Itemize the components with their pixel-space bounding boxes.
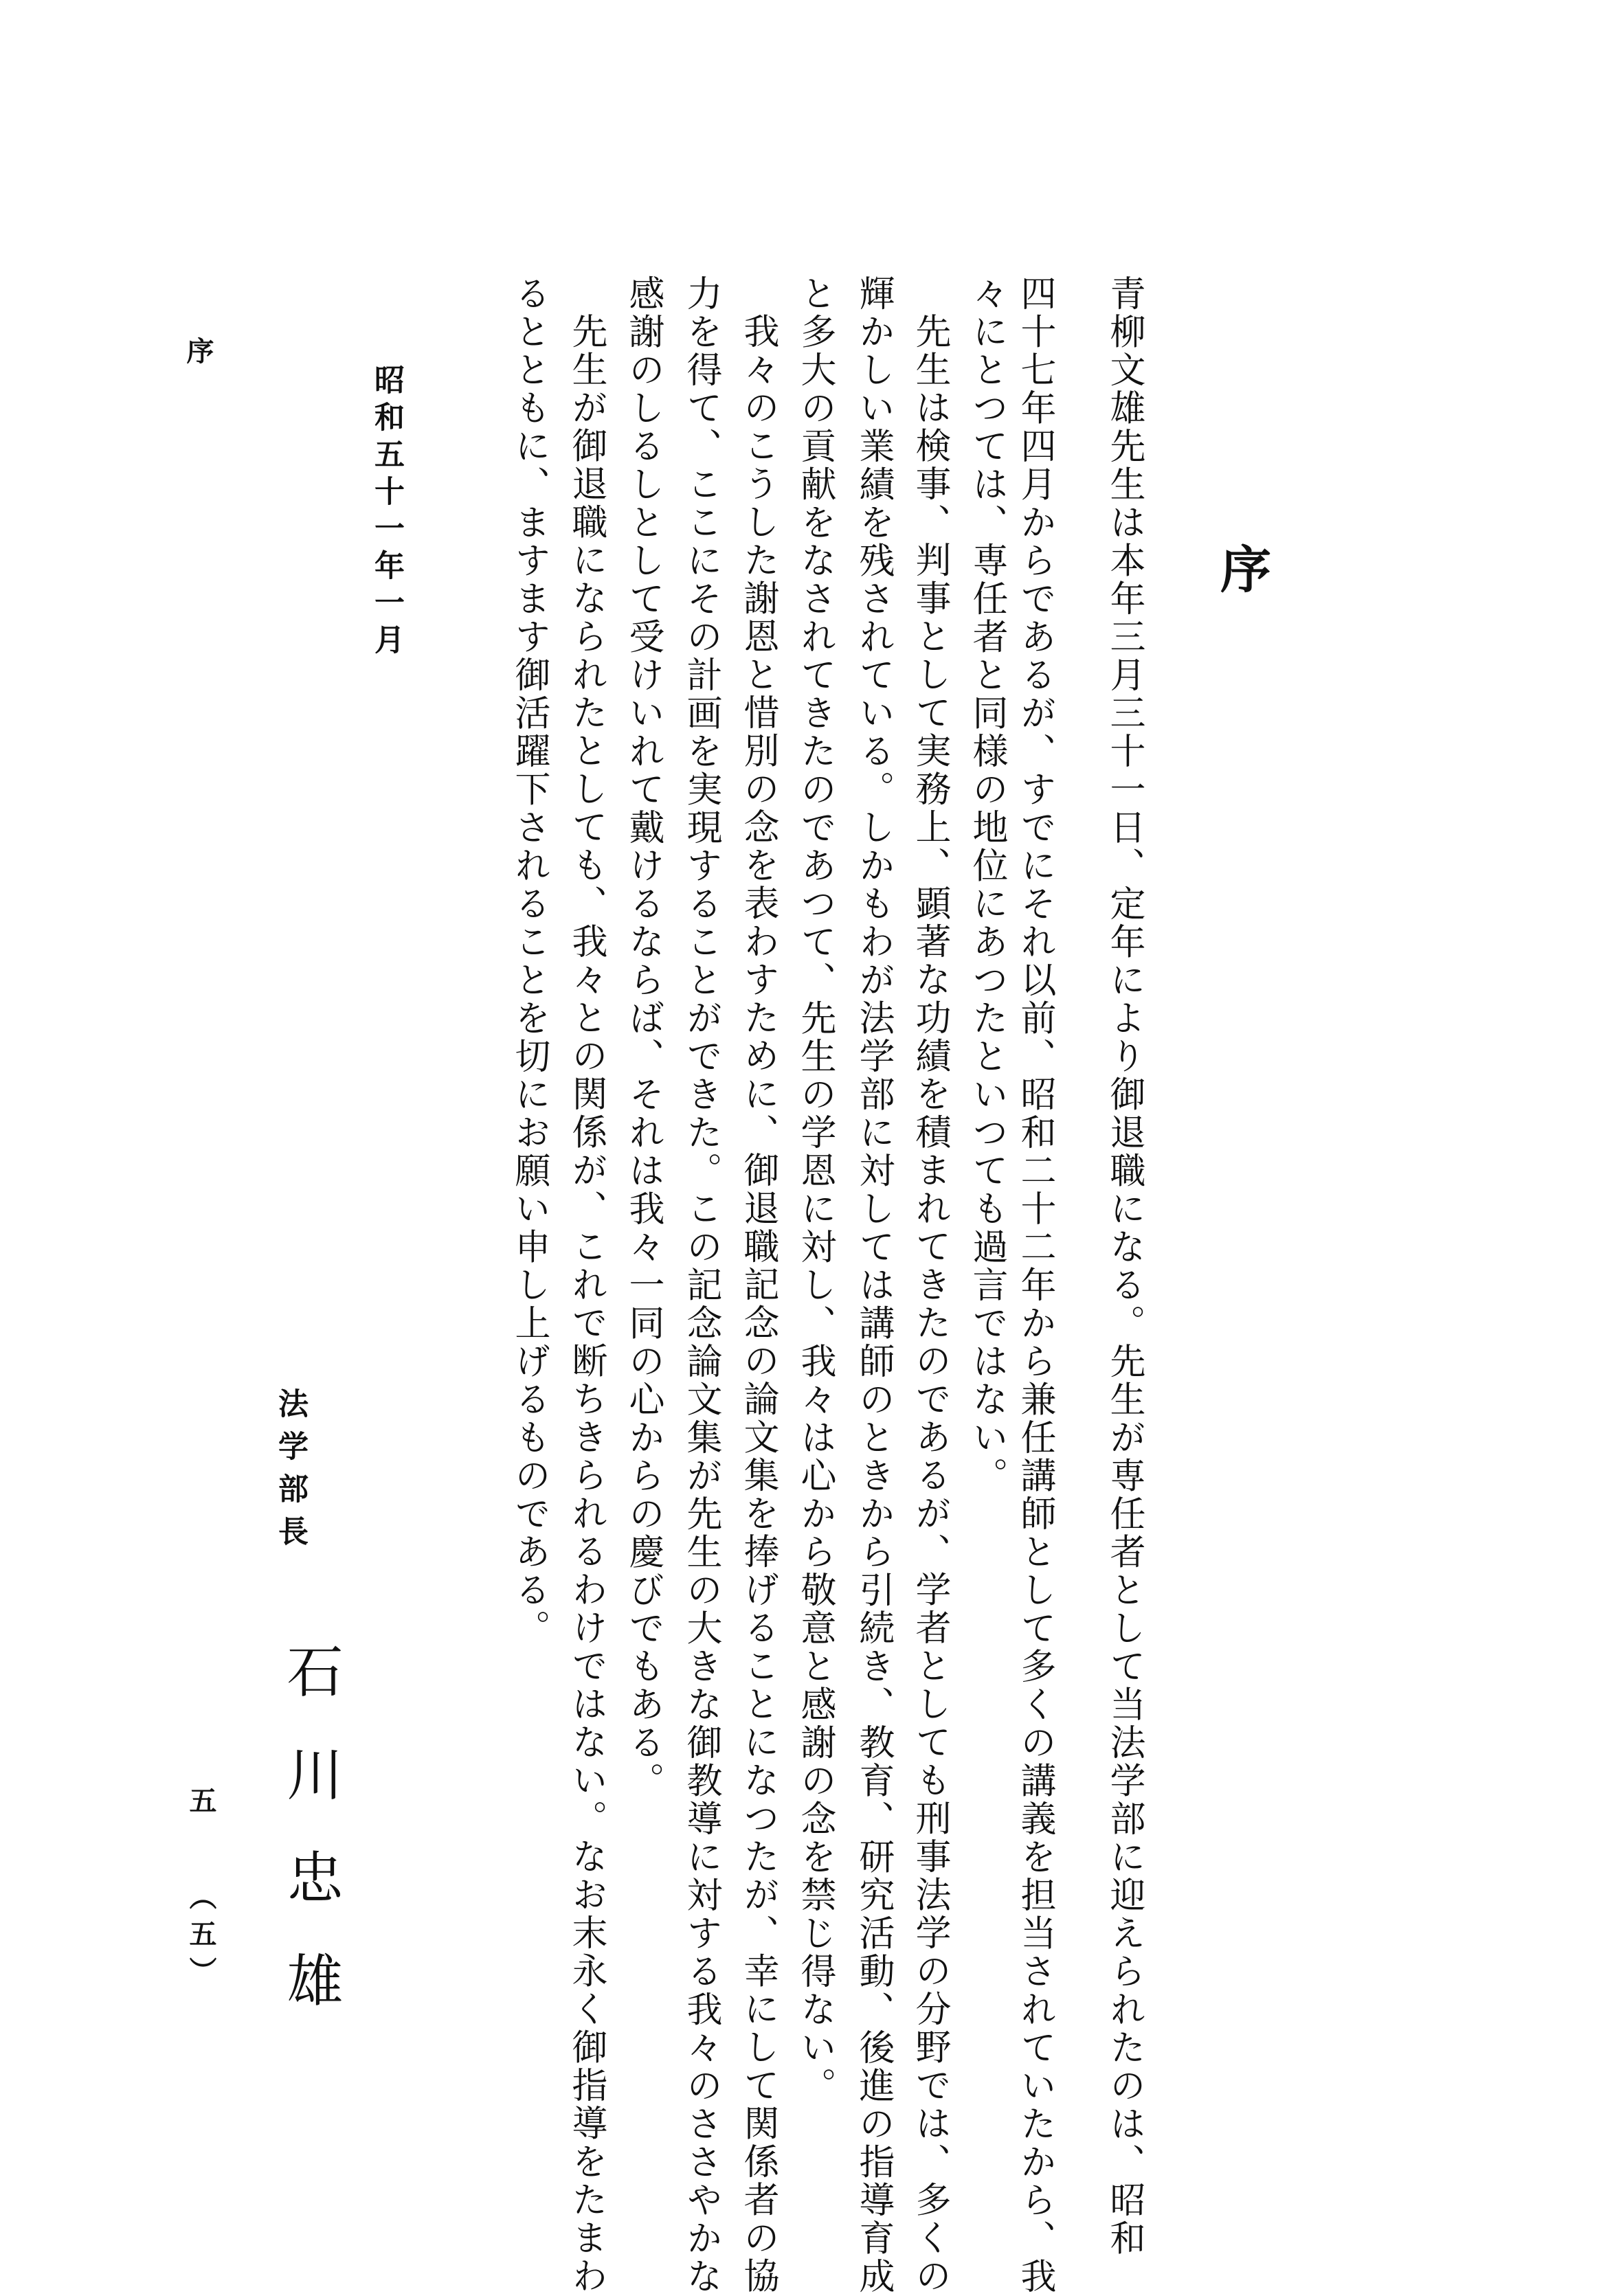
body-line: 輝かしい業績を残されている。しかもわが法学部に対しては講師のときから引続き、教育、研究活動、後進の指導育成 xyxy=(853,275,894,2296)
body-line: 々にとつては、専任者と同様の地位にあつたといつても過言ではない。 xyxy=(966,275,1007,1495)
page-number-parenthesized: （五） xyxy=(185,1882,217,1994)
author-affiliation: 法学部長 xyxy=(273,1388,308,1558)
body-line: 感謝のしるしとして受けいれて戴けるならば、それは我々一同の心からの慶びでもある。 xyxy=(623,275,664,1800)
body-line: 力を得て、ここにその計画を実現することができた。この記念論文集が先生の大きな御教導に対する我々のささやかな xyxy=(680,275,721,2296)
body-line: 我々のこうした謝恩と惜別の念を表わすために、御退職記念の論文集を捧げることになつたが、幸にして関係者の協 xyxy=(737,313,779,2295)
body-line: と多大の貢献をなされてきたのであつて、先生の学恩に対し、我々は心から敬意と感謝の念を禁じ得ない。 xyxy=(794,275,836,2105)
body-line: るとともに、ますます御活躍下されることを切にお願い申し上げるものである。 xyxy=(508,275,550,1647)
author-name: 石川忠雄 xyxy=(278,1642,343,2054)
body-line: 青柳文雄先生は本年三月三十一日、定年により御退職になる。先生が専任者として当法学部に迎えられたのは、昭和 xyxy=(1104,275,1145,2258)
page-number: 五 xyxy=(185,1786,217,1814)
date: 昭和五十一年一月 xyxy=(369,364,404,661)
page-title: 序 xyxy=(1212,543,1271,594)
body-line: 先生が御退職になられたとしても、我々との関係が、これで断ちきられるわけではない。なお末永く御指導をたまわ xyxy=(566,313,607,2295)
running-head: 序 xyxy=(182,337,214,364)
body-line: 先生は検事、判事として実務上、顕著な功績を積まれてきたのであるが、学者としても刑事法学の分野では、多くの xyxy=(909,313,950,2295)
body-line: 四十七年四月からであるが、すでにそれ以前、昭和二十二年から兼任講師として多くの講義を担当されていたから、我 xyxy=(1014,275,1055,2296)
